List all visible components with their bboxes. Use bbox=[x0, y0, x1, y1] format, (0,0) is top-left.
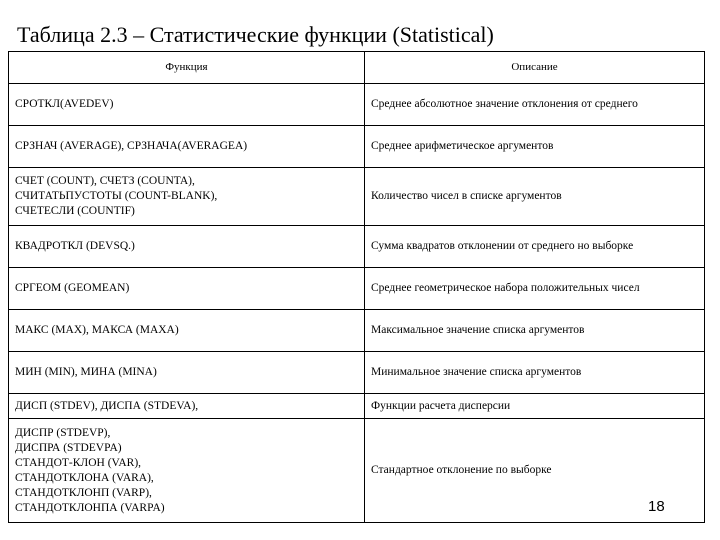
function-name-line: МИН (MIN), МИНА (MINA) bbox=[15, 366, 157, 378]
table-row bbox=[9, 352, 705, 394]
function-name-line: ДИСП (STDEV), ДИСПА (STDEVA), bbox=[15, 399, 199, 412]
function-description-cell: Минимальное значение списка аргументов bbox=[365, 352, 705, 394]
function-name-cell bbox=[9, 352, 365, 394]
function-name-line: СРОТКЛ(AVEDEV) bbox=[15, 98, 114, 110]
table-row bbox=[9, 168, 705, 226]
header-description: Описание bbox=[365, 52, 705, 84]
function-description-cell: Максимальное значение списка аргументов bbox=[365, 310, 705, 352]
table-row bbox=[9, 126, 705, 168]
slide-title: Таблица 2.3 – Статистические функции (Statistical) bbox=[17, 22, 494, 47]
function-description-cell: Количество чисел в списке аргументов bbox=[365, 168, 705, 226]
function-name-line: СЧИТАТЬПУСТОТЫ (COUNT-BLANK), bbox=[15, 190, 218, 202]
function-name-line: СЧЕТЕСЛИ (COUNTIF) bbox=[15, 205, 135, 217]
function-name-cell bbox=[9, 394, 365, 419]
function-description-cell: Среднее геометрическое набора положительных чисел bbox=[365, 268, 705, 310]
function-name-line: ДИСПР (STDEVP), bbox=[15, 426, 111, 439]
function-description-cell: Стандартное отклонение по выборке bbox=[365, 419, 705, 523]
function-name-cell bbox=[9, 419, 365, 523]
header-function: Функция bbox=[9, 52, 365, 84]
table-row bbox=[9, 226, 705, 268]
function-description-cell: Среднее абсолютное значение отклонения от среднего bbox=[365, 84, 705, 126]
function-name-line: СРЗНАЧ (AVERAGE), СРЗНАЧА(AVERAGEA) bbox=[15, 140, 248, 152]
function-name-line: ДИСПРА (STDEVPA) bbox=[15, 441, 122, 454]
function-description-cell: Сумма квадратов отклонении от среднего но выборке bbox=[365, 226, 705, 268]
function-name-line: СТАНДОТКЛОНПА (VARPA) bbox=[15, 501, 165, 514]
table-row bbox=[9, 84, 705, 126]
function-name-cell bbox=[9, 268, 365, 310]
table-row bbox=[9, 394, 705, 419]
function-name-line: СТАНДОТКЛОНА (VARA), bbox=[15, 471, 154, 484]
page-number: 18 bbox=[648, 498, 665, 515]
function-name-cell bbox=[9, 310, 365, 352]
function-name-cell bbox=[9, 84, 365, 126]
function-description-cell: Среднее арифметическое аргументов bbox=[365, 126, 705, 168]
function-name-cell bbox=[9, 126, 365, 168]
statistical-functions-table bbox=[8, 51, 705, 523]
table-row bbox=[9, 419, 705, 523]
table-row bbox=[9, 268, 705, 310]
function-name-line: МАКС (MAX), МАКСА (MAXA) bbox=[15, 324, 179, 336]
function-name-line: СТАНДОТ-КЛОН (VAR), bbox=[15, 456, 142, 469]
function-name-cell bbox=[9, 168, 365, 226]
function-name-line: КВАДРОТКЛ (DEVSQ.) bbox=[15, 240, 135, 252]
function-name-line: СЧЕТ (COUNT), СЧЕТЗ (COUNTA), bbox=[15, 175, 195, 187]
function-name-cell bbox=[9, 226, 365, 268]
table-header-row bbox=[9, 52, 705, 84]
table-row bbox=[9, 310, 705, 352]
function-name-line: СТАНДОТКЛОНП (VARP), bbox=[15, 486, 152, 499]
function-name-line: СРГЕОМ (GEOMEAN) bbox=[15, 282, 130, 294]
function-description-cell: Функции расчета дисперсии bbox=[365, 394, 705, 419]
